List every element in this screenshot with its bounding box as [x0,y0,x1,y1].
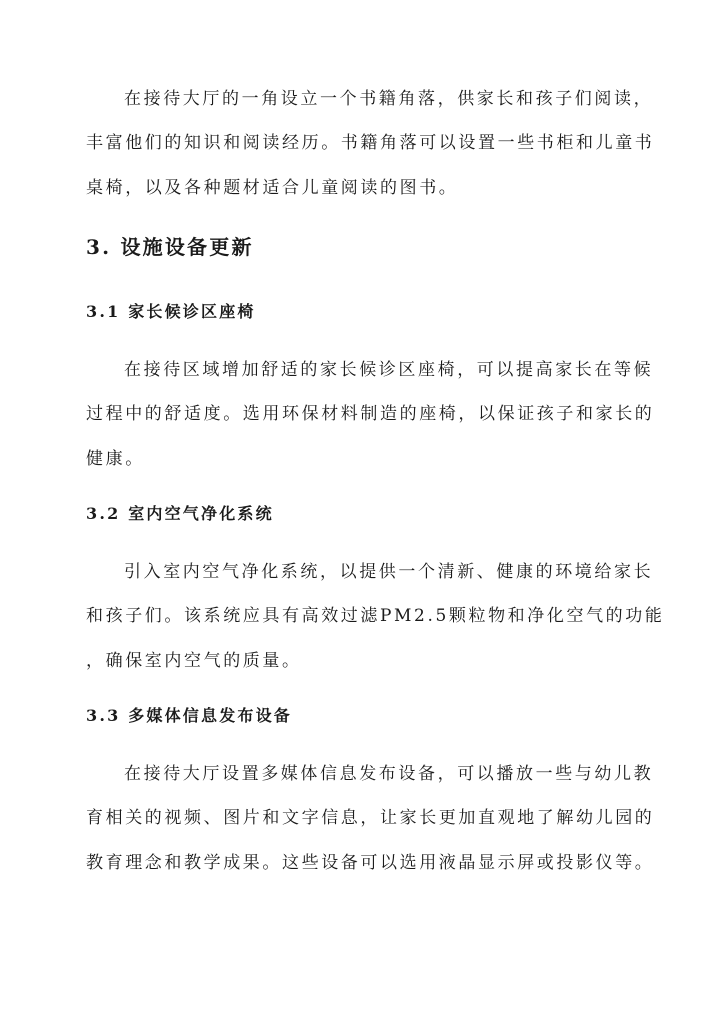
section-3-3-heading: 3.3 多媒体信息发布设备 [86,706,293,725]
intro-paragraph-line-1: 在接待大厅的一角设立一个书籍角落，供家长和孩子们阅读， [124,89,654,109]
section-3-2-line-3: ，确保室内空气的质量。 [86,651,302,671]
section-3-2-heading: 3.2 室内空气净化系统 [86,504,274,523]
section-3-heading: 3. 设施设备更新 [86,235,254,259]
section-3-2-line-1: 引入室内空气净化系统，以提供一个清新、健康的环境给家长 [124,562,654,582]
intro-paragraph-line-2: 丰富他们的知识和阅读经历。书籍角落可以设置一些书柜和儿童书 [86,133,655,153]
intro-paragraph-line-3: 桌椅，以及各种题材适合儿童阅读的图书。 [86,178,459,198]
section-3-1-line-3: 健康。 [86,449,145,469]
section-3-1-heading: 3.1 家长候诊区座椅 [86,302,256,321]
section-3-3-line-3: 教育理念和教学成果。这些设备可以选用液晶显示屏或投影仪等。 [86,853,655,873]
section-3-1-line-2: 过程中的舒适度。选用环保材料制造的座椅，以保证孩子和家长的 [86,404,655,424]
section-3-3-line-1: 在接待大厅设置多媒体信息发布设备，可以播放一些与幼儿教 [124,764,654,784]
section-3-1-line-1: 在接待区域增加舒适的家长候诊区座椅，可以提高家长在等候 [124,360,654,380]
section-3-3-line-2: 育相关的视频、图片和文字信息，让家长更加直观地了解幼儿园的 [86,808,655,828]
section-3-2-line-2: 和孩子们。该系统应具有高效过滤PM2.5颗粒物和净化空气的功能 [86,606,665,626]
